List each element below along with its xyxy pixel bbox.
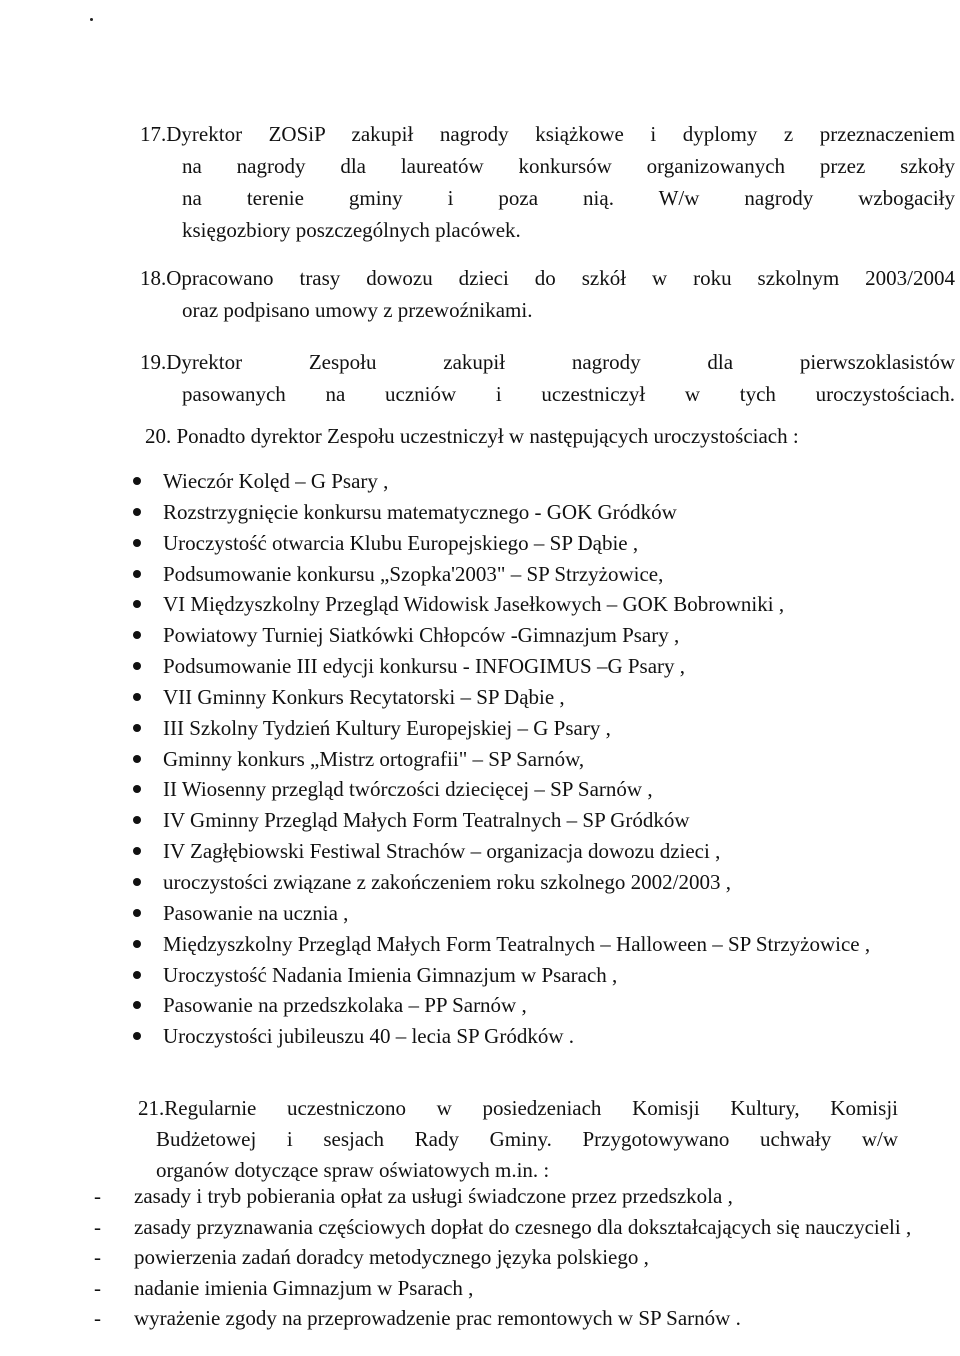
list-item: Wieczór Kolęd – G Psary , (133, 466, 933, 497)
bullet-icon (133, 693, 141, 701)
item-17-line-4: księgozbiory poszczególnych placówek. (182, 218, 521, 242)
list-item: - zasady i tryb pobierania opłat za usługi świadczone przez przedszkola , (94, 1181, 934, 1212)
item-21-line-3: organów dotyczące spraw oświatowych m.in. : (156, 1158, 550, 1182)
list-item: Rozstrzygnięcie konkursu matematycznego - GOK Gródków (133, 497, 933, 528)
scan-speck (90, 18, 93, 21)
list-item: IV Gminny Przegląd Małych Form Teatralnych – SP Gródków (133, 805, 933, 836)
item-20-intro: 20. Ponadto dyrektor Zespołu uczestniczył w następujących uroczystościach : (145, 424, 799, 448)
dash-marker: - (94, 1275, 101, 1300)
item-19-line-1: 19.Dyrektor Zespołu zakupił nagrody dla pierwszoklasistów (140, 350, 955, 374)
bullet-icon (133, 1032, 141, 1040)
bullet-icon (133, 600, 141, 608)
dash-marker: - (94, 1214, 101, 1239)
bullet-icon (133, 755, 141, 763)
dash-marker: - (94, 1245, 101, 1269)
list-item: Pasowanie na przedszkolaka – PP Sarnów , (133, 990, 933, 1021)
events-list (133, 466, 933, 1052)
list-item: II Wiosenny przegląd twórczości dziecięcej – SP Sarnów , (133, 774, 933, 805)
list-item: uroczystości związane z zakończeniem roku szkolnego 2002/2003 , (133, 867, 933, 898)
bullet-icon (133, 909, 141, 917)
dash-marker: - (94, 1306, 101, 1330)
bullet-icon (133, 785, 141, 793)
item-18 (140, 262, 955, 326)
item-17 (140, 118, 955, 246)
bullet-icon (133, 631, 141, 639)
list-item: - zasady przyznawania częściowych dopłat do czesnego dla dokształcających się nauczycieli , (94, 1212, 924, 1243)
bullet-icon (133, 940, 141, 948)
resolutions-list (94, 1181, 934, 1334)
item-20 (145, 424, 960, 465)
item-21 (138, 1093, 898, 1186)
list-item: Powiatowy Turniej Siatkówki Chłopców -Gimnazjum Psary , (133, 620, 933, 651)
list-item: Podsumowanie III edycji konkursu - INFOGIMUS –G Psary , (133, 651, 933, 682)
list-item: Uroczystości jubileuszu 40 – lecia SP Gródków . (133, 1021, 933, 1052)
list-item: Uroczystość Nadania Imienia Gimnazjum w Psarach , (133, 960, 933, 991)
list-item: III Szkolny Tydzień Kultury Europejskiej – G Psary , (133, 713, 933, 744)
bullet-icon (133, 508, 141, 516)
list-item: Uroczystość otwarcia Klubu Europejskiego – SP Dąbie , (133, 528, 933, 559)
item-17-line-2: na nagrody dla laureatów konkursów organizowanych przez szkoły (182, 154, 955, 178)
bullet-icon (133, 477, 141, 485)
bullet-icon (133, 847, 141, 855)
list-item: IV Zagłębiowski Festiwal Strachów – organizacja dowozu dzieci , (133, 836, 933, 867)
bullet-icon (133, 971, 141, 979)
list-item: - wyrażenie zgody na przeprowadzenie prac remontowych w SP Sarnów . (94, 1303, 934, 1334)
list-item: VI Międzyszkolny Przegląd Widowisk Jasełkowych – GOK Bobrowniki , (133, 589, 933, 620)
item-17-line-3: na terenie gminy i poza nią. W/w nagrody wzbogaciły (182, 186, 955, 210)
item-18-line-1: 18.Opracowano trasy dowozu dzieci do szkół w roku szkolnym 2003/2004 (140, 266, 955, 290)
list-item: Podsumowanie konkursu „Szopka'2003" – SP Strzyżowice, (133, 559, 933, 590)
bullet-icon (133, 816, 141, 824)
bullet-icon (133, 662, 141, 670)
dash-marker: - (94, 1184, 101, 1208)
bullet-icon (133, 539, 141, 547)
list-item: - powierzenia zadań doradcy metodycznego języka polskiego , (94, 1242, 934, 1273)
list-item: - nadanie imienia Gimnazjum w Psarach , (94, 1273, 934, 1304)
list-item: Międzyszkolny Przegląd Małych Form Teatralnych – Halloween – SP Strzyżowice , (133, 929, 903, 960)
item-21-line-2: Budżetowej i sesjach Rady Gminy. Przygotowywano uchwały w/w (156, 1127, 898, 1151)
item-21-line-1: 21.Regularnie uczestniczono w posiedzeniach Komisji Kultury, Komisji (138, 1096, 898, 1120)
item-17-line-1: 17.Dyrektor ZOSiP zakupił nagrody książkowe i dyplomy z przeznaczeniem (140, 122, 955, 146)
bullet-icon (133, 1001, 141, 1009)
item-19-line-2: pasowanych na uczniów i uczestniczył w tych uroczystościach. (182, 382, 955, 406)
item-19 (140, 346, 955, 410)
bullet-icon (133, 570, 141, 578)
list-item: Pasowanie na ucznia , (133, 898, 933, 929)
item-18-line-2: oraz podpisano umowy z przewoźnikami. (182, 298, 533, 322)
bullet-icon (133, 724, 141, 732)
bullet-icon (133, 878, 141, 886)
list-item: Gminny konkurs „Mistrz ortografii" – SP Sarnów, (133, 744, 933, 775)
list-item: VII Gminny Konkurs Recytatorski – SP Dąbie , (133, 682, 933, 713)
